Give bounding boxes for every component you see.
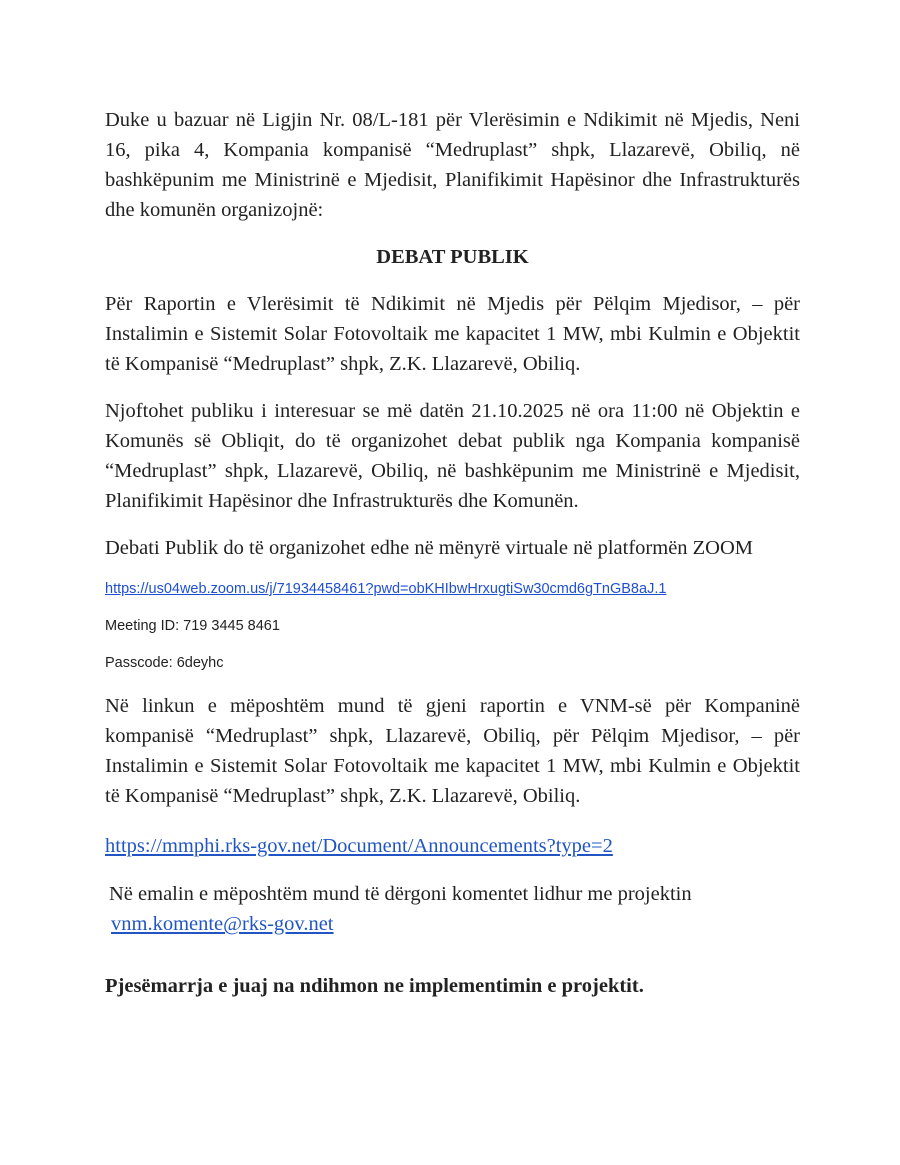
report-link-line — [105, 831, 800, 861]
closing-statement: Pjesëmarrja e juaj na ndihmon ne implementimin e projektit. — [105, 975, 644, 997]
passcode: Passcode: 6deyhc — [105, 655, 224, 671]
zoom-link-line — [105, 579, 800, 599]
comments-email-link[interactable]: vnm.komente@rks-gov.net — [111, 913, 334, 935]
debate-heading: DEBAT PUBLIK — [376, 246, 529, 268]
comments-paragraph: Në emalin e mëposhtëm mund të dërgoni komentet lidhur me projektin — [109, 883, 692, 905]
intro-paragraph: Duke u bazuar në Ligjin Nr. 08/L-181 për Vlerësimin e Ndikimit në Mjedis, Neni 16, pika 4, Kompania kompanisë “Medruplast” shpk, Llazarevë, Obiliq, në bashkëpunim me Ministrinë e Mjedisit, Planifikimit Hapësinor dhe Infrastrukturës dhe komunën organizojnë: — [105, 109, 800, 221]
report-paragraph: Në linkun e mëposhtëm mund të gjeni raportin e VNM-së për Kompaninë kompanisë “Medruplast” shpk, Llazarevë, Obiliq, për Pëlqim Mjedisor, – për Instalimin e Sistemit Solar Fotovoltaik me kapacitet 1 MW, mbi Kulmin e Objektit të Kompanisë “Medruplast” shpk, Z.K. Llazarevë, Obiliq. — [105, 695, 800, 807]
notice-paragraph: Njoftohet publiku i interesuar se më datën 21.10.2025 në ora 11:00 në Objektin e Komunës së Obliqit, do të organizohet debat publik nga Kompania kompanisë “Medruplast” shpk, Llazarevë, Obiliq, në bashkëpunim me Ministrinë e Mjedisit, Planifikimit Hapësinor dhe Infrastrukturës dhe Komunën. — [105, 400, 800, 512]
subject-paragraph: Për Raportin e Vlerësimit të Ndikimit në Mjedis për Pëlqim Mjedisor, – për Instalimin e Sistemit Solar Fotovoltaik me kapacitet 1 MW, mbi Kulmin e Objektit të Kompanisë “Medruplast” shpk, Z.K. Llazarevë, Obiliq. — [105, 293, 800, 375]
email-line — [105, 909, 800, 939]
document-page — [105, 105, 800, 1001]
report-link[interactable]: https://mmphi.rks-gov.net/Document/Announcements?type=2 — [105, 835, 613, 857]
zoom-link[interactable]: https://us04web.zoom.us/j/71934458461?pwd=obKHIbwHrxugtiSw30cmd6gTnGB8aJ.1 — [105, 581, 667, 597]
meeting-id: Meeting ID: 719 3445 8461 — [105, 618, 280, 634]
virtual-paragraph: Debati Publik do të organizohet edhe në mënyrë virtuale në platformën ZOOM — [105, 537, 754, 559]
